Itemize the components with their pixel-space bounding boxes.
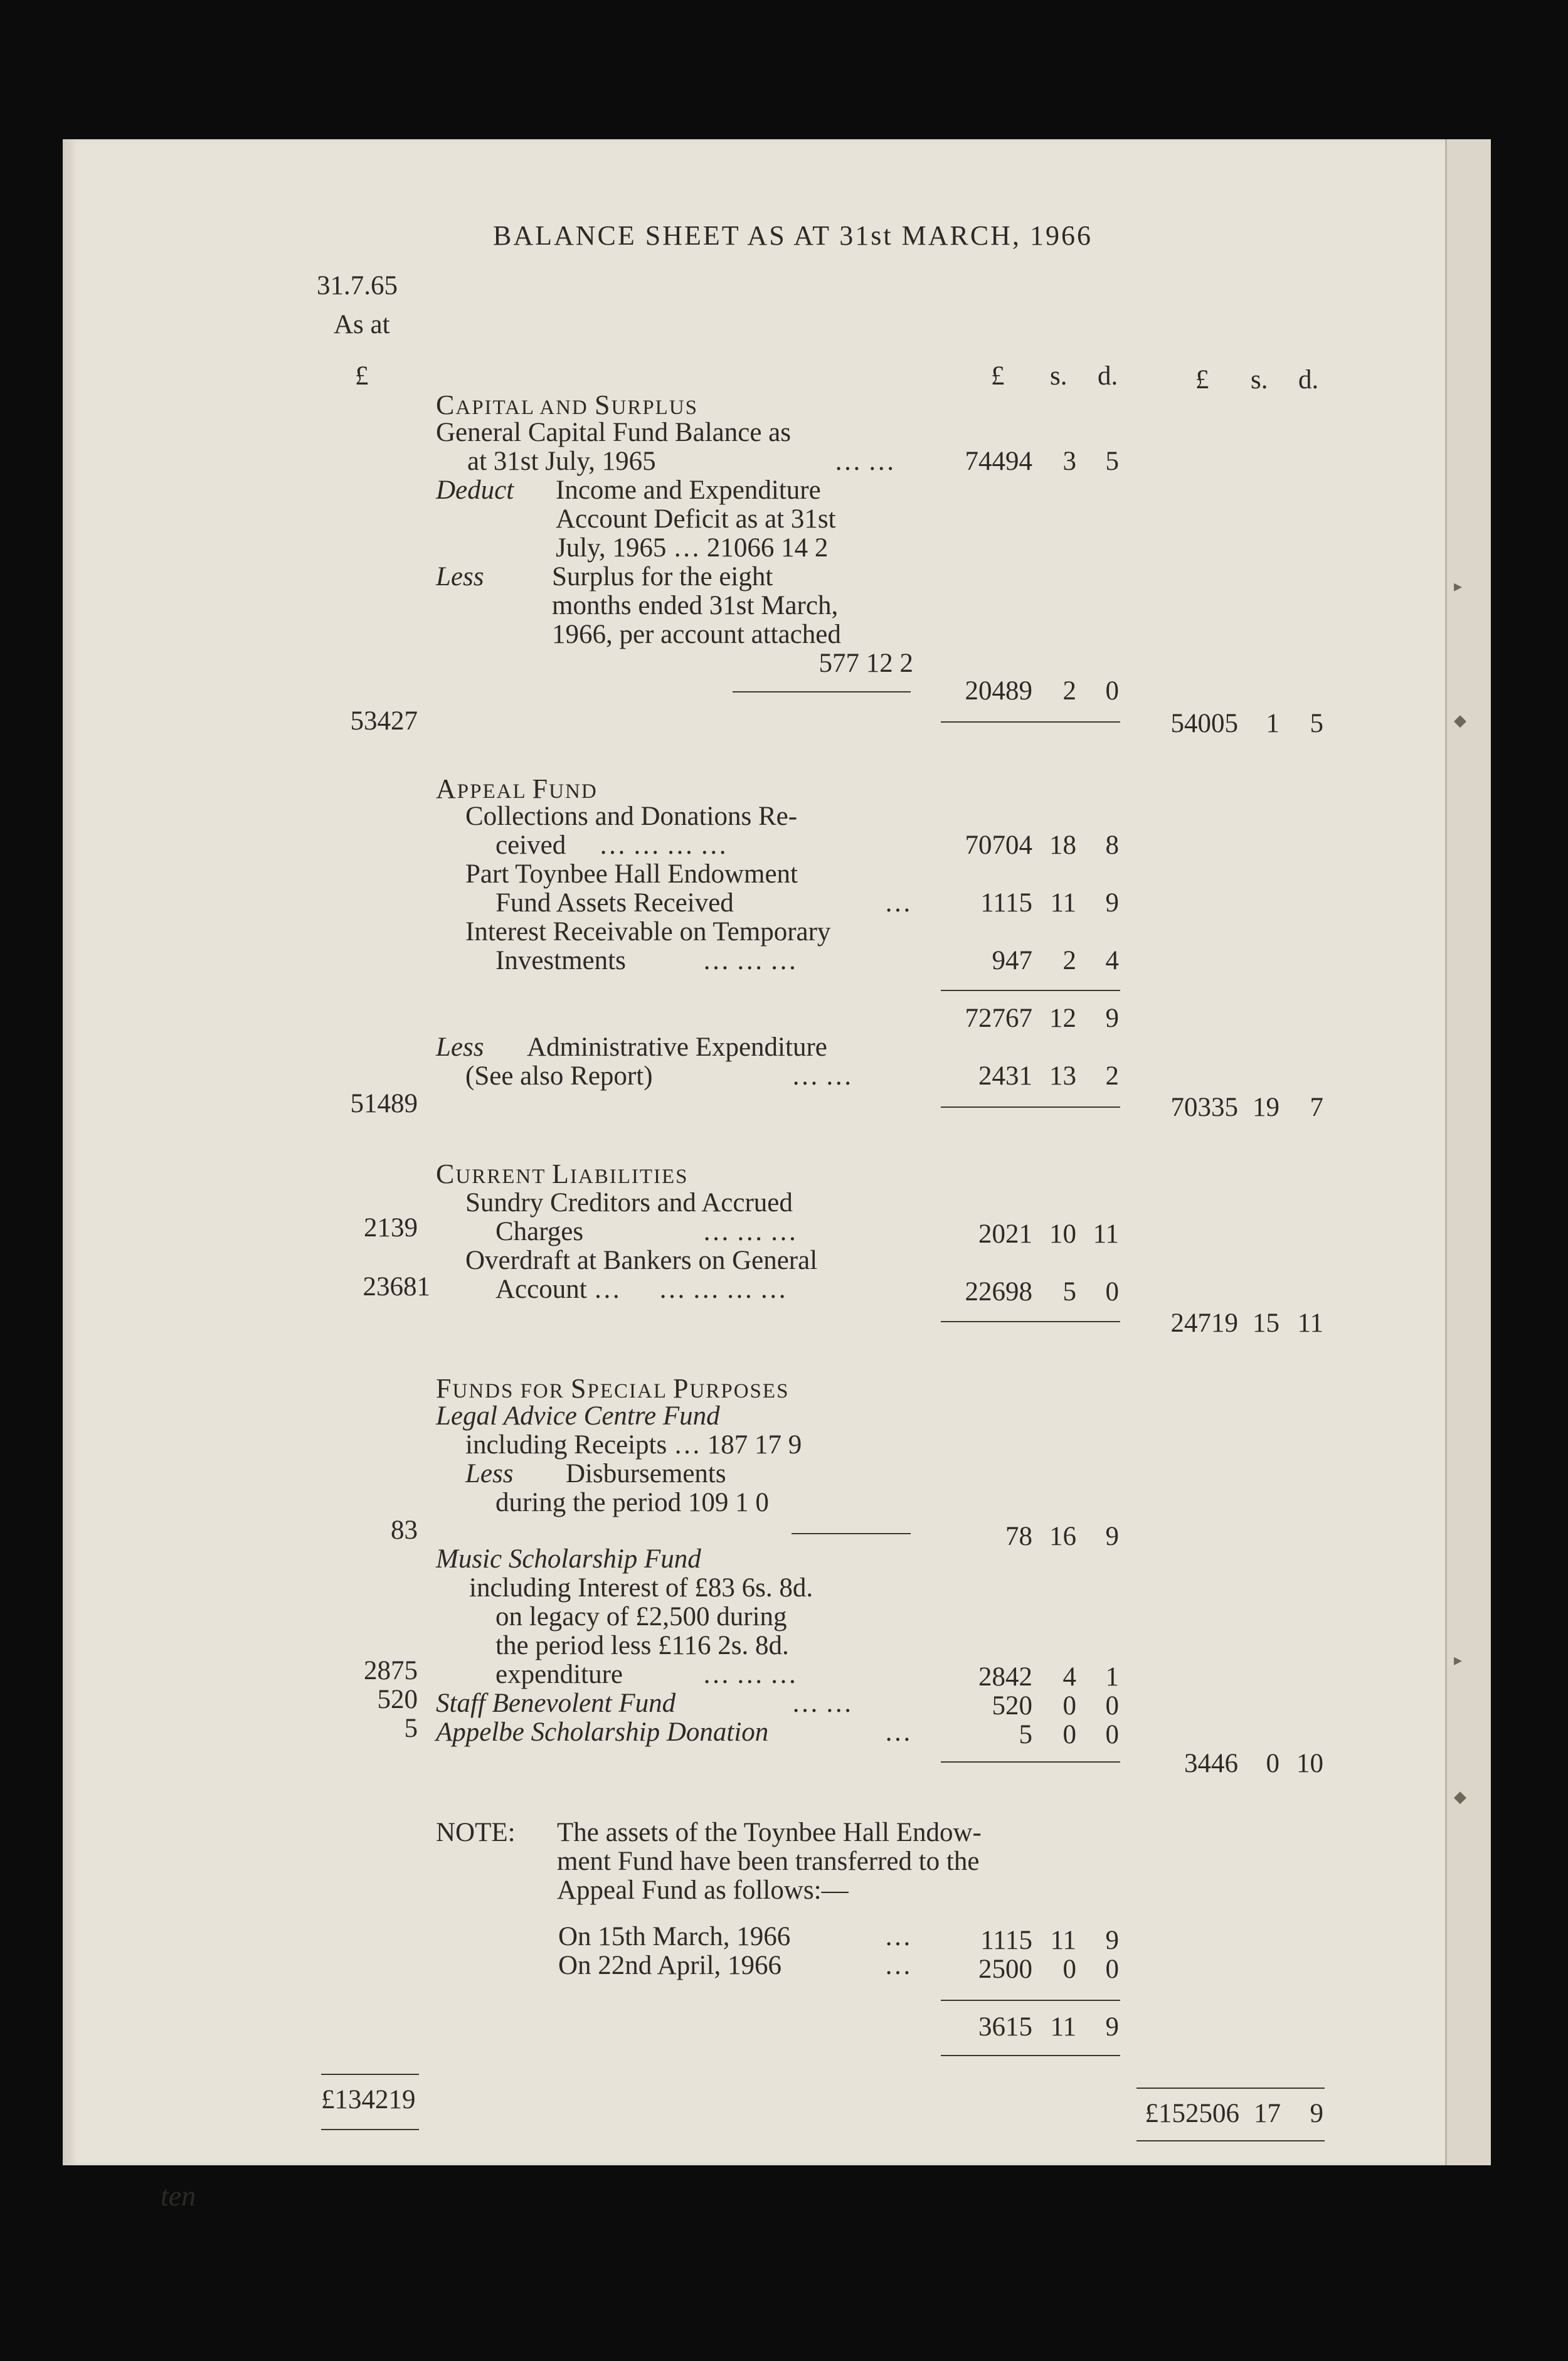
margin-mark: ◆ (1454, 711, 1466, 730)
appelbe-fund-title: Appelbe Scholarship Donation (436, 1717, 769, 1747)
margin-mark: ◆ (1454, 1788, 1466, 1806)
appeal-line-1: Collections and Donations Re- (465, 802, 798, 831)
liabilities-overdraft-pence: 0 (1105, 1277, 1119, 1307)
capital-net-pence: 0 (1105, 676, 1119, 706)
prior-date: 31.7.65 (317, 271, 398, 300)
appelbe-pence: 0 (1105, 1720, 1119, 1749)
rule (941, 1761, 1120, 1763)
appeal-endowment-pence: 9 (1105, 888, 1119, 918)
appeal-total-pence: 7 (1310, 1093, 1323, 1122)
note-date-2-dots: … (884, 1951, 911, 1980)
note-d1-pence: 9 (1105, 1926, 1119, 1955)
capital-line-1: General Capital Fund Balance as (436, 418, 791, 447)
note-line-1: The assets of the Toynbee Hall Endow- (557, 1818, 982, 1847)
capital-line-2-dots: … … (834, 447, 895, 476)
legal-line-3: during the period 109 1 0 (495, 1488, 769, 1517)
appeal-subtotal-pence: 9 (1105, 1004, 1119, 1033)
note-line-2: ment Fund have been transferred to the (557, 1847, 980, 1876)
legal-pence: 9 (1105, 1522, 1119, 1551)
appeal-less-line-1: Administrative Expenditure (527, 1032, 827, 1062)
legal-pounds: 78 (1005, 1522, 1032, 1551)
legal-prior: 83 (391, 1515, 418, 1545)
section-heading-liabilities: CURRENT LIABILITIES (436, 1159, 689, 1189)
grand-total-shillings: 17 (1254, 2099, 1281, 2128)
capital-balance-pence: 5 (1105, 447, 1119, 476)
rule (733, 691, 911, 692)
rule (941, 990, 1120, 991)
note-date-1: On 15th March, 1966 (558, 1922, 791, 1951)
rule (941, 2000, 1120, 2001)
note-date-1-dots: … (884, 1922, 911, 1951)
appeal-endowment-shillings: 11 (1050, 888, 1076, 918)
right-header-pence: d. (1298, 365, 1319, 395)
liabilities-total-pence: 11 (1297, 1308, 1323, 1338)
deduct-line-3: July, 1965 … 21066 14 2 (556, 533, 829, 563)
less-line-1: Surplus for the eight (552, 562, 773, 592)
liabilities-creditors-pence: 11 (1093, 1219, 1119, 1249)
appeal-interest-shillings: 2 (1062, 946, 1076, 975)
staff-fund-title: Staff Benevolent Fund (436, 1689, 676, 1718)
note-label: NOTE: (436, 1818, 516, 1847)
appeal-endowment-pounds: 1115 (980, 888, 1032, 918)
note-date-2: On 22nd April, 1966 (558, 1951, 781, 1980)
appeal-less-dots: … … (792, 1061, 852, 1091)
music-line-1: including Interest of £83 6s. 8d. (469, 1573, 813, 1603)
appeal-admin-shillings: 13 (1049, 1061, 1076, 1091)
appeal-line-4-dots: … (884, 888, 911, 918)
capital-balance-shillings: 3 (1062, 447, 1076, 476)
legal-fund-title: Legal Advice Centre Fund (436, 1401, 720, 1431)
page-title: BALANCE SHEET AS AT 31st MARCH, 1966 (493, 220, 1093, 251)
rule (941, 2055, 1120, 2056)
capital-total-shillings: 1 (1266, 709, 1279, 738)
mid-header-shillings: s. (1050, 361, 1067, 391)
appeal-line-2: ceived (495, 830, 566, 860)
note-d1-shillings: 11 (1050, 1926, 1076, 1955)
prior-label: As at (334, 310, 390, 339)
appeal-collections-pence: 8 (1105, 830, 1119, 860)
rule (1136, 2088, 1325, 2089)
note-total-shillings: 11 (1050, 2012, 1076, 2042)
appeal-collections-pounds: 70704 (965, 830, 1032, 860)
appeal-line-2-dots: … … … … (599, 830, 728, 860)
capital-balance-pounds: 74494 (965, 447, 1032, 476)
legal-less-label: Less (465, 1459, 514, 1488)
less-line-2: months ended 31st March, (552, 591, 839, 620)
mid-header-pounds: £ (991, 361, 1005, 391)
legal-line-1: including Receipts … 187 17 9 (465, 1430, 802, 1460)
rule (941, 721, 1120, 723)
deduct-label: Deduct (436, 475, 514, 505)
margin-mark: ▸ (1454, 1651, 1463, 1669)
capital-total-pence: 5 (1310, 709, 1323, 738)
deduct-line-1: Income and Expenditure (556, 475, 821, 505)
appeal-less-label: Less (436, 1032, 484, 1062)
rule (321, 2129, 419, 2130)
liabilities-line-4: Account … (495, 1275, 621, 1304)
section-heading-capital: CAPITAL AND SURPLUS (436, 390, 699, 420)
music-line-3: the period less £116 2s. 8d. (495, 1631, 789, 1660)
music-line-2: on legacy of £2,500 during (495, 1602, 787, 1631)
note-d2-shillings: 0 (1062, 1955, 1076, 1984)
appeal-line-4: Fund Assets Received (495, 888, 734, 918)
capital-net-pounds: 20489 (965, 676, 1032, 706)
appeal-less-line-2: (See also Report) (465, 1061, 653, 1091)
rule (941, 1321, 1120, 1322)
liabilities-line-1: Sundry Creditors and Accrued (465, 1188, 793, 1218)
less-line-4: 577 12 2 (818, 649, 913, 678)
liabilities-creditors-shillings: 10 (1049, 1219, 1076, 1249)
appelbe-shillings: 0 (1062, 1720, 1076, 1749)
capital-line-2: at 31st July, 1965 (467, 447, 656, 476)
liabilities-creditors-prior: 2139 (364, 1213, 418, 1243)
liabilities-creditors-pounds: 2021 (978, 1219, 1032, 1249)
liabilities-line-2-dots: … … … (702, 1217, 797, 1246)
note-total-pence: 9 (1105, 2012, 1119, 2042)
liabilities-total-shillings: 15 (1253, 1308, 1279, 1338)
staff-dots: … … (792, 1689, 852, 1718)
music-fund-title: Music Scholarship Fund (436, 1544, 701, 1574)
appeal-subtotal-shillings: 12 (1049, 1004, 1076, 1033)
liabilities-total-pounds: 24719 (1170, 1308, 1238, 1338)
appeal-admin-pence: 2 (1105, 1061, 1119, 1091)
right-header-pounds: £ (1195, 365, 1209, 395)
legal-line-2: Disbursements (566, 1459, 726, 1488)
note-line-3: Appeal Fund as follows:— (557, 1876, 849, 1905)
section-heading-appeal: APPEAL FUND (436, 773, 598, 804)
right-header-shillings: s. (1251, 365, 1268, 395)
appeal-interest-pence: 4 (1105, 946, 1119, 975)
liabilities-overdraft-prior: 23681 (363, 1272, 430, 1302)
special-total-shillings: 0 (1266, 1749, 1279, 1778)
margin-mark: ▸ (1454, 577, 1463, 595)
appeal-subtotal-pounds: 72767 (965, 1004, 1032, 1033)
note-d2-pence: 0 (1105, 1955, 1119, 1984)
appelbe-dots: … (884, 1717, 911, 1747)
music-line-4: expenditure (495, 1660, 623, 1689)
note-total-pounds: 3615 (978, 2012, 1032, 2042)
page-folio: ten (161, 2180, 196, 2212)
note-d1-pounds: 1115 (980, 1926, 1032, 1955)
grand-total-pence: 9 (1310, 2099, 1323, 2128)
legal-shillings: 16 (1049, 1522, 1076, 1551)
appeal-prior: 51489 (350, 1089, 418, 1118)
grand-total-prior: £134219 (321, 2085, 416, 2114)
capital-net-shillings: 2 (1062, 676, 1076, 706)
appeal-collections-shillings: 18 (1049, 830, 1076, 860)
less-line-3: 1966, per account attached (552, 620, 841, 649)
section-heading-special: FUNDS FOR SPECIAL PURPOSES (436, 1373, 790, 1404)
less-label: Less (436, 562, 484, 592)
appeal-interest-pounds: 947 (992, 946, 1032, 975)
rule (1136, 2140, 1325, 2141)
special-total-pence: 10 (1296, 1749, 1323, 1778)
liabilities-overdraft-pounds: 22698 (965, 1277, 1032, 1307)
rule (941, 1106, 1120, 1108)
appeal-line-3: Part Toynbee Hall Endowment (465, 859, 798, 889)
staff-prior: 520 (377, 1685, 418, 1714)
deduct-line-2: Account Deficit as at 31st (556, 504, 836, 534)
appeal-total-shillings: 19 (1253, 1093, 1279, 1122)
appeal-line-5: Interest Receivable on Temporary (465, 917, 831, 947)
note-d2-pounds: 2500 (978, 1955, 1032, 1984)
appeal-total-pounds: 70335 (1170, 1093, 1238, 1122)
special-total-pounds: 3446 (1184, 1749, 1238, 1778)
appelbe-prior: 5 (404, 1714, 418, 1743)
appelbe-pounds: 5 (1019, 1720, 1032, 1749)
next-page-edge (1445, 139, 1491, 2165)
capital-total-pounds: 54005 (1170, 709, 1238, 738)
music-prior: 2875 (364, 1656, 418, 1685)
staff-pounds: 520 (992, 1691, 1032, 1721)
liabilities-line-2: Charges (495, 1217, 584, 1246)
appeal-line-6: Investments (495, 946, 626, 975)
appeal-line-6-dots: … … … (702, 946, 797, 975)
music-pence: 1 (1105, 1662, 1119, 1692)
music-pounds: 2842 (978, 1662, 1032, 1692)
appeal-admin-pounds: 2431 (978, 1061, 1032, 1091)
mid-header-pence: d. (1098, 361, 1118, 391)
staff-pence: 0 (1105, 1691, 1119, 1721)
rule (321, 2074, 419, 2075)
staff-shillings: 0 (1062, 1691, 1076, 1721)
liabilities-line-4-dots: … … … … (659, 1275, 787, 1304)
music-shillings: 4 (1062, 1662, 1076, 1692)
grand-total-pounds: £152506 (1145, 2099, 1239, 2128)
liabilities-line-3: Overdraft at Bankers on General (465, 1246, 818, 1275)
music-dots: … … … (702, 1660, 797, 1689)
capital-prior: 53427 (350, 706, 418, 736)
liabilities-overdraft-shillings: 5 (1062, 1277, 1076, 1307)
prior-currency: £ (355, 361, 369, 391)
rule (792, 1533, 911, 1534)
